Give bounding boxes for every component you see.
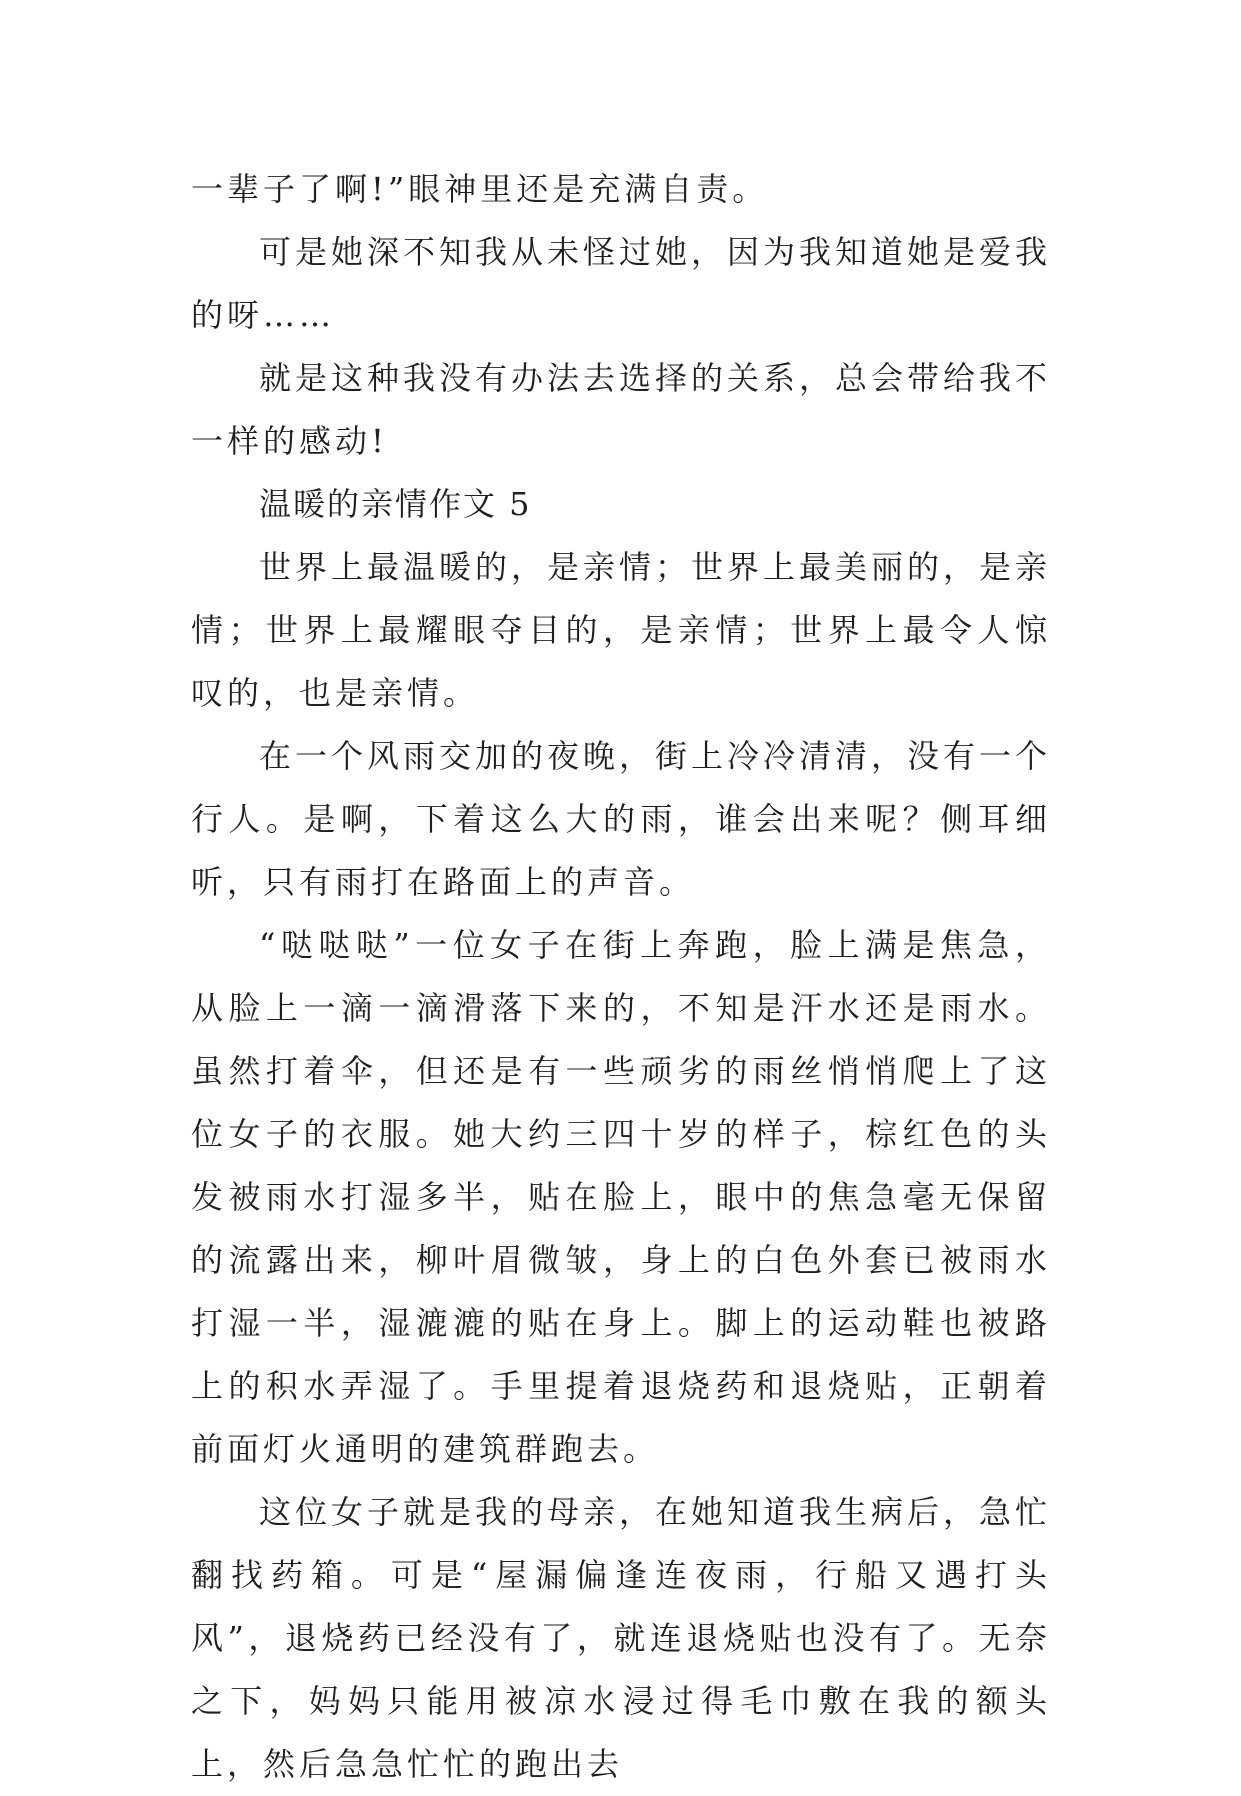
section-heading: 温暖的亲情作文 5 — [259, 485, 532, 523]
paragraph: 可是她深不知我从未怪过她，因为我知道她是爱我的呀…… — [191, 233, 1052, 334]
paragraph: 就是这种我没有办法去选择的关系，总会带给我不一样的感动! — [191, 359, 1052, 460]
paragraph: 在一个风雨交加的夜晚，街上冷冷清清，没有一个行人。是啊，下着这么大的雨，谁会出来呢？侧耳细听，只有雨打在路面上的声音。 — [191, 737, 1052, 901]
paragraph-continuation: 一辈子了啊!”眼神里还是充满自责。 — [191, 170, 769, 208]
document-body — [191, 158, 1051, 1796]
paragraph: 世界上最温暖的，是亲情；世界上最美丽的，是亲情；世界上最耀眼夺目的，是亲情；世界上最令人惊叹的，也是亲情。 — [191, 548, 1052, 712]
paragraph: 这位女子就是我的母亲，在她知道我生病后，急忙翻找药箱。可是“屋漏偏逢连夜雨，行船又遇打头风”，退烧药已经没有了，就连退烧贴也没有了。无奈之下，妈妈只能用被凉水浸过得毛巾敷在我的额头上，然后急急忙忙的跑出去 — [191, 1493, 1052, 1783]
paragraph: “哒哒哒”一位女子在街上奔跑，脸上满是焦急，从脸上一滴一滴滑落下来的，不知是汗水还是雨水。虽然打着伞，但还是有一些顽劣的雨丝悄悄爬上了这位女子的衣服。她大约三四十岁的样子，棕红色的头发被雨水打湿多半，贴在脸上，眼中的焦急毫无保留的流露出来，柳叶眉微皱，身上的白色外套已被雨水打湿一半，湿漉漉的贴在身上。脚上的运动鞋也被路上的积水弄湿了。手里提着退烧药和退烧贴，正朝着前面灯火通明的建筑群跑去。 — [191, 926, 1051, 1468]
